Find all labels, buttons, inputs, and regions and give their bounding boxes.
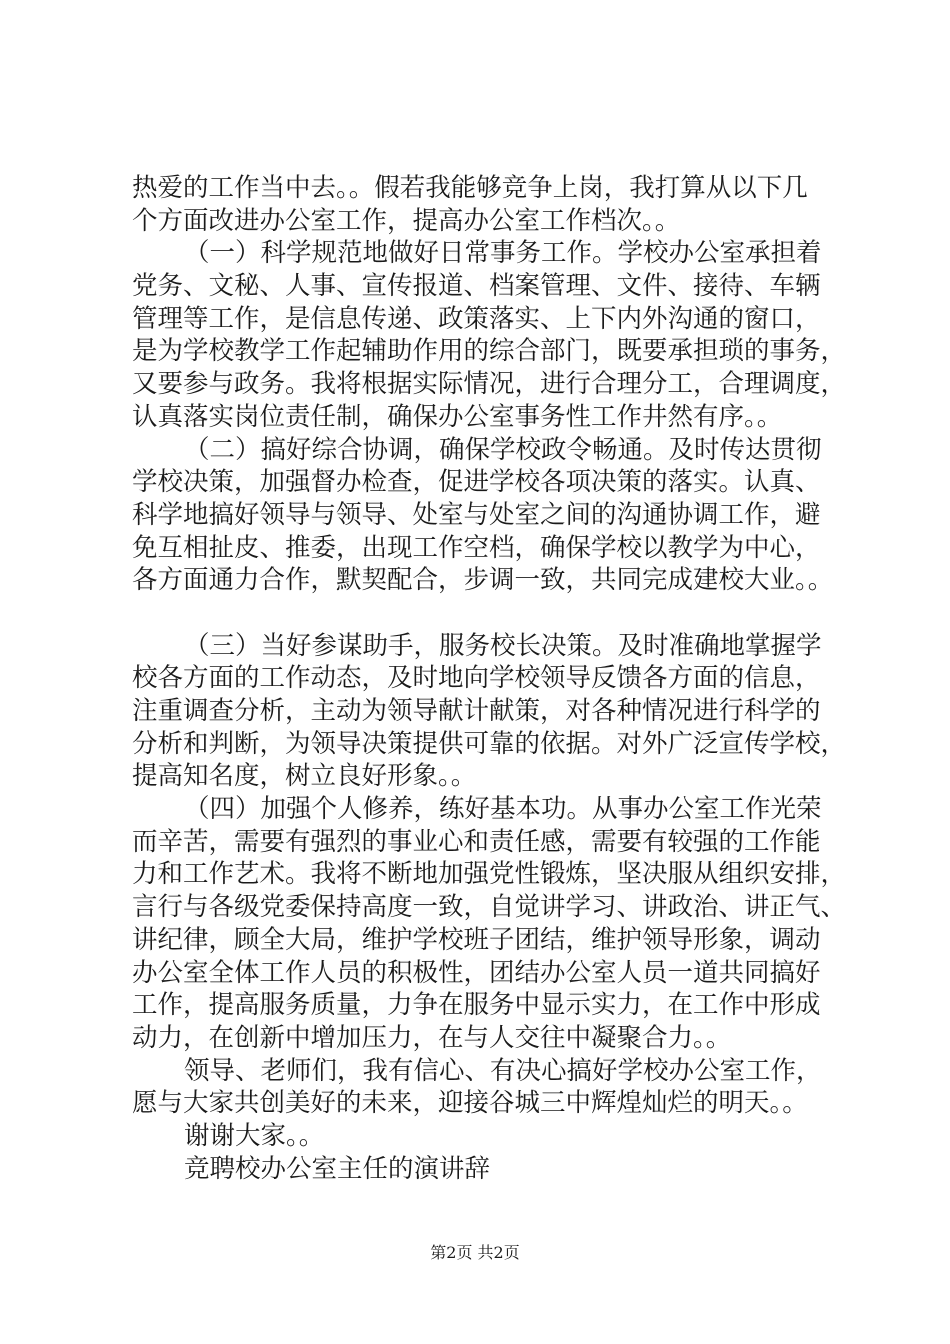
paragraph-start-line: 领导、老师们，我有信心、有决心搞好学校办公室工作， [184, 1055, 822, 1086]
text-line: 热爱的工作当中去。。假若我能够竞争上岗，我打算从以下几 [132, 173, 808, 203]
page-number-footer: 第2页 共2页 [430, 1243, 520, 1262]
text-line: 又要参与政务。我将根据实际情况，进行合理分工，合理调度， [132, 369, 847, 400]
text-line: 免互相扯皮、推委，出现工作空档，确保学校以教学为中心， [132, 532, 821, 563]
paragraph-start-line: （一）科学规范地做好日常事务工作。学校办公室承担着 [184, 238, 822, 269]
closing-line: 谢谢大家。。 [184, 1120, 325, 1151]
text-line: 愿与大家共创美好的未来，迎接谷城三中辉煌灿烂的明天。。 [132, 1088, 808, 1119]
text-line: 党务、文秘、人事、宣传报道、档案管理、文件、接待、车辆 [132, 271, 821, 302]
text-line: 言行与各级党委保持高度一致，自觉讲学习、讲政治、讲正气、 [132, 892, 847, 923]
text-line: 动力，在创新中增加压力，在与人交往中凝聚合力。。 [132, 1022, 732, 1053]
paragraph-start-line: （三）当好参谋助手，服务校长决策。及时准确地掌握学 [184, 630, 822, 661]
text-line: 认真落实岗位责任制，确保办公室事务性工作井然有序。。 [132, 401, 783, 432]
document-body [132, 172, 852, 1185]
text-line: 各方面通力合作，默契配合，步调一致，共同完成建校大业。。 [132, 565, 834, 596]
text-line: 校各方面的工作动态，及时地向学校领导反馈各方面的信息， [132, 663, 821, 694]
text-line: 是为学校教学工作起辅助作用的综合部门，既要承担琐的事务， [132, 336, 847, 367]
text-line: 而辛苦，需要有强烈的事业心和责任感，需要有较强的工作能 [132, 826, 821, 857]
text-line: 学校决策，加强督办检查，促进学校各项决策的落实。认真、 [132, 467, 821, 498]
paragraph-start-line: （二）搞好综合协调，确保学校政令畅通。及时传达贯彻 [184, 434, 822, 465]
text-line: 科学地搞好领导与领导、处室与处室之间的沟通协调工作，避 [132, 499, 821, 530]
text-line: 注重调查分析，主动为领导献计献策，对各种情况进行科学的 [132, 696, 821, 726]
text-line: 力和工作艺术。我将不断地加强党性锻炼，坚决服从组织安排， [132, 859, 847, 890]
document-title-line: 竞聘校办公室主任的演讲辞 [184, 1153, 491, 1184]
text-line: 个方面改进办公室工作，提高办公室工作档次。。 [132, 205, 681, 236]
text-line: 管理等工作，是信息传递、政策落实、上下内外沟通的窗口， [132, 303, 821, 334]
text-line: 提高知名度，树立良好形象。。 [132, 761, 477, 792]
paragraph-gap [132, 597, 852, 630]
text-line: 办公室全体工作人员的积极性，团结办公室人员一道共同搞好 [132, 957, 821, 988]
text-line: 分析和判断，为领导决策提供可靠的依据。对外广泛宣传学校， [132, 728, 847, 759]
text-line: 讲纪律，顾全大局，维护学校班子团结，维护领导形象，调动 [132, 924, 821, 955]
paragraph-start-line: （四）加强个人修养，练好基本功。从事办公室工作光荣 [184, 794, 822, 825]
text-line: 工作，提高服务质量，力争在服务中显示实力，在工作中形成 [132, 990, 821, 1021]
